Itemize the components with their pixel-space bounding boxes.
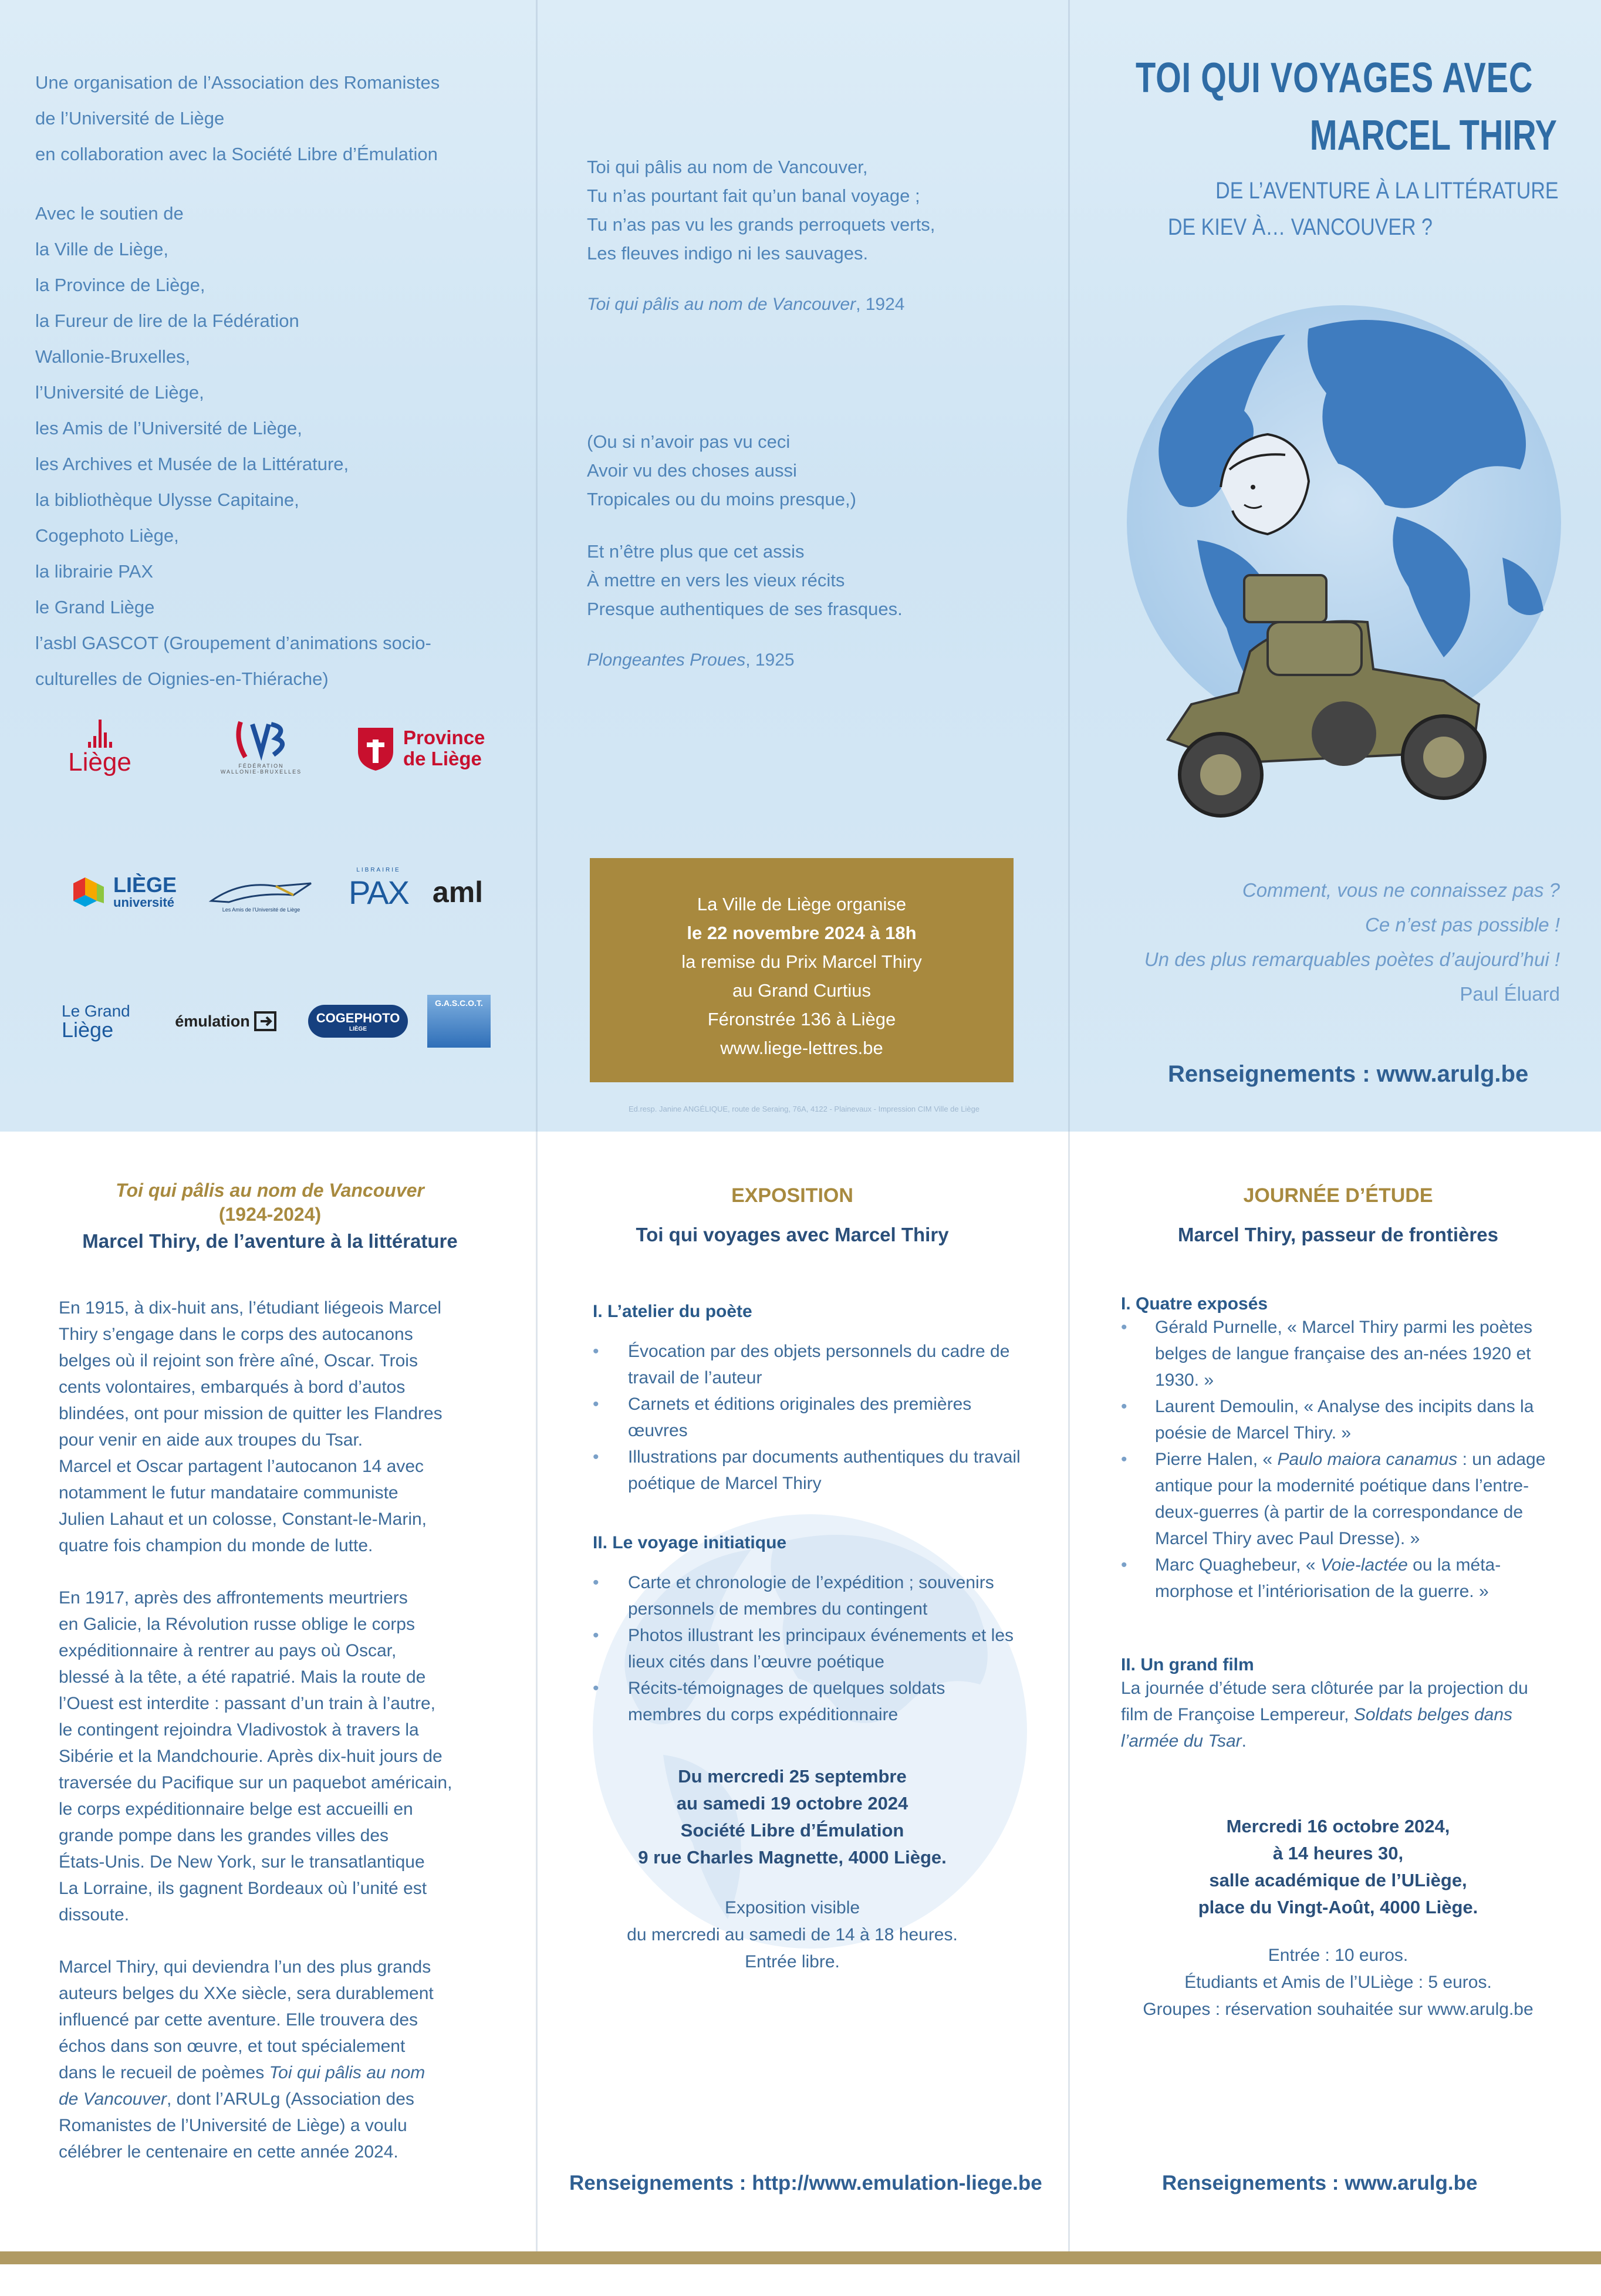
main-title-line-1: TOI QUI VOYAGES AVEC — [1136, 55, 1534, 102]
talk-text: Marc Quaghebeur, « — [1155, 1555, 1320, 1575]
subtitle-line-1: DE L’AVENTURE À LA LITTÉRATURE — [1215, 178, 1559, 204]
study-day-info-link[interactable]: Renseignements : www.arulg.be — [1162, 2172, 1478, 2194]
exhibition-section-1-heading: I. L’atelier du poète — [593, 1302, 752, 1321]
history-panel — [59, 1180, 481, 2165]
grand-liege-logo — [62, 995, 150, 1048]
poem-citation-2 — [587, 646, 986, 674]
province-shield-icon — [355, 725, 396, 772]
info-website-link[interactable]: Renseignements : www.arulg.be — [1168, 1061, 1529, 1087]
study-day-dates — [1121, 1813, 1555, 1921]
talk-text: ou la méta-morphose et l’intériorisation de la guerre. » — [1155, 1555, 1501, 1601]
verse-line: Tu n’as pourtant fait qu’un banal voyage ; — [587, 185, 920, 206]
prize-venue: au Grand Curtius — [732, 980, 872, 1001]
verse-line: Tu n’as pas vu les grands perroquets verts, — [587, 214, 935, 235]
film-description — [1121, 1675, 1555, 1754]
verse-line: Tropicales ou du moins presque,) — [587, 489, 856, 509]
text-line: Romanistes de l’Université de Liège) a voulu — [59, 2116, 407, 2135]
citation-title: Toi qui pâlis au nom de Vancouver — [587, 295, 856, 314]
price-line: Groupes : réservation souhaitée sur www.arulg.be — [1143, 2000, 1534, 2019]
liege-bars-icon — [79, 720, 120, 748]
prize-line: La Ville de Liège organise — [697, 894, 907, 914]
federation-wb-icon — [229, 716, 293, 763]
supporter-line: l’Université de Liège, — [35, 382, 204, 403]
province-logo-text: de Liège — [403, 748, 482, 769]
date-line: au samedi 19 octobre 2024 — [676, 1793, 908, 1814]
text-line: échos dans son œuvre, et tout spécialement — [59, 2037, 406, 2056]
history-title-italic: Toi qui pâlis au nom de Vancouver — [116, 1180, 424, 1201]
cogephoto-logo-small: LIÈGE — [349, 1025, 367, 1032]
prize-date: le 22 novembre 2024 à 18h — [687, 923, 917, 943]
emulation-logo-text: émulation — [175, 1012, 250, 1030]
exhibit-item: • Récits-témoignages de quelques soldats membres du corps expéditionnaire — [593, 1675, 1021, 1728]
exhibit-item: • Photos illustrant les principaux événements et les lieux cités dans l’œuvre poétique — [593, 1622, 1021, 1675]
verse-line: Et n’être plus que cet assis — [587, 541, 805, 562]
supporter-line: le Grand Liège — [35, 597, 155, 617]
history-title-main: Marcel Thiry, de l’aventure à la littérature — [82, 1230, 458, 1252]
main-title-line-2: MARCEL THIRY — [1309, 112, 1557, 159]
logos-area — [59, 704, 528, 1056]
liege-logo-text: Liège — [68, 748, 131, 776]
cogephoto-logo — [305, 998, 411, 1045]
history-title-years: (1924-2024) — [218, 1204, 322, 1225]
text-line: En 1917, après des affrontements meurtriers — [59, 1588, 408, 1608]
cogephoto-logo-text: COGEPHOTO — [316, 1010, 400, 1025]
grand-liege-text: Liège — [62, 1018, 114, 1042]
text-line: le corps expéditionnaire belge est accueilli en — [59, 1799, 413, 1819]
citation-year: , 1925 — [745, 650, 795, 670]
organizer-line: en collaboration avec la Société Libre d’Émulation — [35, 144, 438, 164]
visit-line: Entrée libre. — [745, 1952, 840, 1971]
verse-line: Presque authentiques de ses frasques. — [587, 599, 903, 619]
text-line: dissoute. — [59, 1905, 130, 1924]
book-title-italic: Toi qui pâlis au nom — [269, 2063, 425, 2082]
price-line: Étudiants et Amis de l’ULiège : 5 euros. — [1184, 1973, 1492, 1992]
talk-item — [1121, 1446, 1555, 1552]
supporter-line: culturelles de Oignies-en-Thiérache) — [35, 668, 329, 689]
talk-title-italic: Paulo maiora canamus — [1277, 1450, 1458, 1469]
date-line: salle académique de l’ULiège, — [1209, 1870, 1467, 1890]
verse-line: Avoir vu des choses aussi — [587, 460, 797, 481]
quote-author: Paul Éluard — [1460, 983, 1560, 1005]
text-line: l’Ouest est interdite : passant d’un train à l’autre, — [59, 1694, 436, 1713]
talk-text: Pierre Halen, « — [1155, 1450, 1278, 1469]
talk-item: • Laurent Demoulin, « Analyse des incipits dans la poésie de Marcel Thiry. » — [1121, 1393, 1555, 1446]
film-title-italic: Soldats belges dans l’armée du Tsar — [1121, 1705, 1513, 1751]
exhibit-item: • Carte et chronologie de l’expédition ; souvenirs personnels de membres du contingent — [593, 1569, 1021, 1622]
emulation-arrow-icon — [254, 1009, 277, 1033]
subtitle-line-2: DE KIEV À… VANCOUVER ? — [1168, 214, 1433, 240]
text-line: blindées, ont pour mission de quitter les Flandres — [59, 1404, 443, 1423]
exhibition-subtitle: Toi qui voyages avec Marcel Thiry — [636, 1224, 949, 1245]
pax-logo — [340, 860, 417, 919]
text-line: blessé à la tête, a été rapatrié. Mais la route de — [59, 1667, 426, 1687]
publisher-imprint: Ed.resp. Janine ANGÉLIQUE, route de Seraing, 76A, 4122 - Plainevaux - Impression CIM Ville de Liège — [628, 1105, 980, 1113]
text-line: Julien Lahaut et un colosse, Constant-le-Marin, — [59, 1510, 427, 1529]
text-line: Thiry s’engage dans le corps des autocanons — [59, 1325, 413, 1344]
verse-line: Les fleuves indigo ni les sauvages. — [587, 243, 869, 264]
globe-illustration — [1092, 293, 1585, 857]
text-line: traversée du Pacifique sur un paquebot américain, — [59, 1773, 452, 1792]
text-line: auteurs belges du XXe siècle, sera durablement — [59, 1984, 434, 2003]
history-paragraph-3 — [59, 1954, 481, 2165]
text-line: pour venir en aide aux troupes du Tsar. — [59, 1430, 363, 1450]
text-line: grande pompe dans les grandes villes des — [59, 1826, 389, 1845]
uliege-logo-text: LIÈGE — [113, 873, 177, 897]
talk-item: • Gérald Purnelle, « Marcel Thiry parmi les poètes belges de langue française des an-nées 1920 et 1930. » — [1121, 1314, 1555, 1393]
text-line: En 1915, à dix-huit ans, l’étudiant liégeois Marcel — [59, 1298, 442, 1318]
organizer-line: Une organisation de l’Association des Romanistes — [35, 72, 440, 93]
supporter-line: Cogephoto Liège, — [35, 525, 179, 546]
exhibition-info-link[interactable]: Renseignements : http://www.emulation-liege.be — [569, 2172, 1042, 2194]
uliege-logo-text: université — [113, 895, 174, 910]
date-line: Société Libre d’Émulation — [680, 1820, 904, 1841]
liege-logo — [59, 716, 141, 781]
text-line — [59, 2059, 481, 2086]
supporter-line: l’asbl GASCOT (Groupement d’animations socio- — [35, 633, 431, 653]
supporter-line: la Province de Liège, — [35, 275, 205, 295]
verse-line: À mettre en vers les vieux récits — [587, 570, 845, 590]
text-line: Marcel et Oscar partagent l’autocanon 14 avec — [59, 1457, 424, 1476]
date-line: 9 rue Charles Magnette, 4000 Liège. — [638, 1847, 947, 1868]
text-span: dans le recueil de poèmes — [59, 2063, 269, 2082]
fold-line — [1068, 0, 1070, 2296]
prize-website-link[interactable]: www.liege-lettres.be — [720, 1038, 883, 1058]
film-text: La journée d’étude sera clôturée par la projection du film de Françoise Lempereur, — [1121, 1679, 1528, 1724]
text-line: expéditionnaire à rentrer au pays où Oscar, — [59, 1641, 397, 1660]
text-line: La Lorraine, ils gagnent Bordeaux où l’unité est — [59, 1879, 427, 1898]
exhibit-item: • Évocation par des objets personnels du cadre de travail de l’auteur — [593, 1338, 1021, 1391]
quote-line: Un des plus remarquables poètes d’aujourd’hui ! — [1144, 948, 1560, 970]
organizer-text — [35, 65, 505, 172]
talk-text: : un adage antique pour la modernité poétique dans l’entre-deux-guerres (à partir de la correspondance de Marcel Thiry avec Paul Dresse). » — [1155, 1450, 1546, 1548]
exhibition-dates — [563, 1763, 1021, 1871]
grand-liege-text: Le Grand — [62, 1002, 130, 1020]
poems-panel — [587, 153, 986, 674]
supporter-line: la librairie PAX — [35, 561, 154, 582]
film-heading: II. Un grand film — [1121, 1655, 1254, 1674]
prize-line: la remise du Prix Marcel Thiry — [681, 951, 922, 972]
supporter-line: la Ville de Liège, — [35, 239, 168, 259]
exhibition-visiting-hours — [563, 1895, 1021, 1976]
text-line: Marcel Thiry, qui deviendra l’un des plus grands — [59, 1957, 431, 1977]
uliege-logo — [67, 866, 202, 919]
exhibition-title: EXPOSITION — [731, 1184, 853, 1207]
amis-uliege-logo — [202, 869, 320, 921]
amis-emblem-icon — [205, 877, 317, 907]
talk-title-italic: Voie-lactée — [1320, 1555, 1408, 1575]
talk-item — [1121, 1552, 1555, 1605]
poem-excerpt-2b — [587, 537, 986, 623]
amis-logo-text: Les Amis de l’Université de Liège — [222, 907, 300, 913]
uliege-cube-icon — [67, 872, 109, 913]
history-paragraph-2 — [59, 1585, 481, 1928]
price-line: Entrée : 10 euros. — [1268, 1946, 1409, 1965]
study-day-panel — [1121, 1184, 1555, 2023]
date-line: à 14 heures 30, — [1272, 1843, 1404, 1863]
prize-announcement-box — [590, 858, 1014, 1082]
poem-excerpt-1 — [587, 153, 986, 268]
visit-line: Exposition visible — [724, 1898, 860, 1917]
exhibit-item: • Illustrations par documents authentiques du travail poétique de Marcel Thiry — [593, 1444, 1021, 1497]
study-day-prices — [1121, 1942, 1555, 2023]
gascot-logo-text: G.A.S.C.O.T. — [435, 998, 483, 1008]
federation-logo — [217, 704, 305, 786]
exhibition-section-2-list — [593, 1569, 1021, 1728]
prize-address: Féronstrée 136 à Liège — [707, 1009, 896, 1029]
exhibition-section-2-heading: II. Le voyage initiatique — [593, 1533, 787, 1552]
text-line: belges où il rejoint son frère aîné, Oscar. Trois — [59, 1351, 418, 1370]
support-list — [35, 195, 505, 697]
exhibition-section-1-list — [593, 1338, 1021, 1497]
federation-logo-text: FÉDÉRATION WALLONIE-BRUXELLES — [220, 763, 302, 775]
text-line — [59, 2086, 481, 2112]
supporter-line: les Archives et Musée de la Littérature, — [35, 454, 349, 474]
text-line: célébrer le centenaire en cette année 2024. — [59, 2142, 398, 2162]
text-line: États-Unis. De New York, sur le transatlantique — [59, 1852, 425, 1872]
film-text: . — [1241, 1731, 1247, 1751]
pax-logo-text: PAX — [349, 874, 408, 911]
text-line: Sibérie et la Mandchourie. Après dix-huit jours de — [59, 1747, 443, 1766]
supporter-line: les Amis de l’Université de Liège, — [35, 418, 302, 438]
aml-logo-text: aml — [432, 876, 484, 909]
organizer-line: de l’Université de Liège — [35, 108, 225, 129]
gascot-logo — [427, 995, 491, 1048]
pax-logo-small-text: LIBRAIRIE — [356, 867, 401, 873]
citation-year: , 1924 — [856, 295, 905, 314]
text-line: influencé par cette aventure. Elle trouvera des — [59, 2010, 418, 2030]
citation-title: Plongeantes Proues — [587, 650, 746, 670]
supporter-line: la bibliothèque Ulysse Capitaine, — [35, 489, 299, 510]
book-title-italic: de Vancouver — [59, 2089, 167, 2109]
supporter-line: Avec le soutien de — [35, 203, 184, 224]
exhibition-panel — [563, 1184, 1021, 1976]
poem-citation-1 — [587, 290, 986, 319]
text-line: notamment le futur mandataire communiste — [59, 1483, 398, 1502]
date-line: Mercredi 16 octobre 2024, — [1226, 1816, 1450, 1836]
talks-heading: I. Quatre exposés — [1121, 1294, 1268, 1314]
aml-logo — [420, 866, 496, 919]
study-day-subtitle: Marcel Thiry, passeur de frontières — [1178, 1224, 1498, 1245]
quote-line: Comment, vous ne connaissez pas ? — [1242, 879, 1560, 901]
bottom-margin — [0, 2264, 1601, 2296]
study-day-title: JOURNÉE D’ÉTUDE — [1243, 1184, 1433, 1207]
text-span: , dont l’ARULg (Association des — [167, 2089, 414, 2109]
province-logo — [355, 722, 496, 775]
poem-excerpt-2a — [587, 427, 986, 514]
verse-line: Toi qui pâlis au nom de Vancouver, — [587, 157, 868, 177]
date-line: Du mercredi 25 septembre — [678, 1766, 907, 1787]
supporter-line: la Fureur de lire de la Fédération — [35, 310, 299, 331]
emulation-logo — [170, 1001, 282, 1042]
history-paragraph-1 — [59, 1295, 481, 1559]
supporter-line: Wallonie-Bruxelles, — [35, 346, 191, 367]
exhibit-item: • Carnets et éditions originales des premières œuvres — [593, 1391, 1021, 1444]
text-line: cents volontaires, embarqués à bord d’autos — [59, 1377, 406, 1397]
gold-bottom-band — [0, 2251, 1601, 2264]
visit-line: du mercredi au samedi de 14 à 18 heures. — [627, 1925, 958, 1944]
date-line: place du Vingt-Août, 4000 Liège. — [1198, 1897, 1478, 1917]
text-line: quatre fois champion du monde de lutte. — [59, 1536, 373, 1555]
quote-line: Ce n’est pas possible ! — [1364, 914, 1560, 936]
talks-list — [1121, 1314, 1555, 1605]
province-logo-text: Province — [403, 727, 485, 748]
text-line: en Galicie, la Révolution russe oblige le corps — [59, 1615, 415, 1634]
fold-line — [536, 0, 538, 2296]
verse-line: (Ou si n’avoir pas vu ceci — [587, 431, 791, 452]
text-line: le contingent rejoindra Vladivostok à travers la — [59, 1720, 419, 1740]
